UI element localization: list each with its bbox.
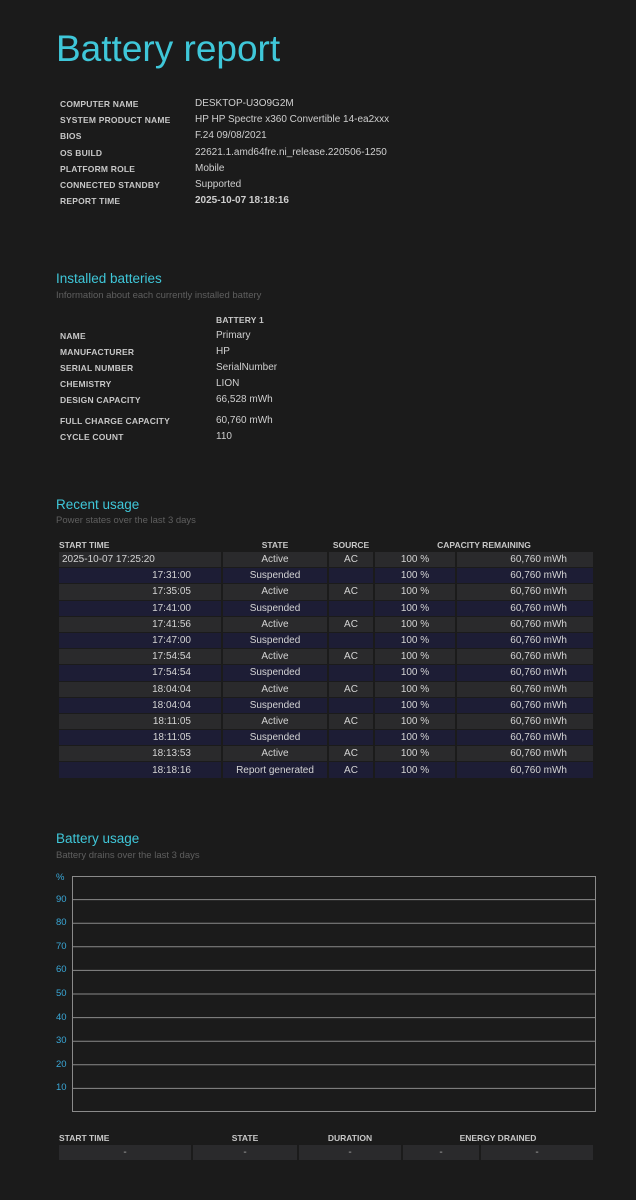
cell-source: AC (329, 682, 373, 698)
cell-cap: 60,760 mWh (457, 714, 593, 730)
system-info-value: 22621.1.amd64fre.ni_release.220506-1250 (195, 146, 387, 158)
cell-cap: 60,760 mWh (457, 568, 593, 584)
cell-pct: 100 % (375, 665, 455, 681)
drain-cell: - (193, 1145, 297, 1160)
cell-source (329, 730, 373, 746)
system-info-label: COMPUTER NAME (60, 99, 139, 109)
cell-state: Active (223, 746, 327, 762)
cell-source: AC (329, 584, 373, 600)
y-tick-label: 20 (56, 1058, 67, 1070)
cell-source: AC (329, 552, 373, 568)
cell-state: Suspended (223, 665, 327, 681)
table-row (59, 665, 593, 681)
cell-cap: 60,760 mWh (457, 617, 593, 633)
cell-pct: 100 % (375, 714, 455, 730)
cell-pct: 100 % (375, 552, 455, 568)
table-row (59, 682, 593, 698)
battery-property-value: HP (216, 346, 230, 357)
cell-pct: 100 % (375, 730, 455, 746)
system-info-label: PLATFORM ROLE (60, 163, 136, 174)
table-row (59, 568, 593, 584)
cell-source (329, 698, 373, 714)
recent-usage-heading: Recent usage (56, 497, 140, 512)
recent-usage-subtitle: Power states over the last 3 days (56, 515, 196, 526)
cell-pct: 100 % (375, 584, 455, 600)
battery-usage-chart (72, 876, 596, 1112)
table-row (59, 714, 593, 730)
col-capacity-remaining: CAPACITY REMAINING (437, 540, 531, 550)
cell-state: Suspended (223, 601, 327, 617)
cell-time: 17:41:00 (59, 601, 221, 617)
col-drain-start-time: START TIME (59, 1133, 110, 1143)
cell-state: Suspended (223, 633, 327, 649)
system-info-value: 2025-10-07 18:18:16 (195, 195, 289, 207)
battery-property-value: 66,528 mWh (216, 394, 273, 405)
cell-source (329, 601, 373, 617)
system-info-value: Mobile (195, 162, 225, 174)
table-row (59, 633, 593, 649)
y-tick-label: 80 (56, 917, 67, 929)
cell-state: Active (223, 682, 327, 698)
system-info-value: Supported (195, 179, 242, 190)
cell-state: Suspended (223, 698, 327, 714)
cell-time: 18:04:04 (59, 682, 221, 698)
cell-pct: 100 % (375, 682, 455, 698)
cell-pct: 100 % (375, 649, 455, 665)
battery-property-label: NAME (60, 331, 86, 341)
y-axis-unit: % (56, 872, 65, 883)
cell-state: Suspended (223, 568, 327, 584)
battery-property-label: FULL CHARGE CAPACITY (60, 416, 170, 426)
battery-property-value: SerialNumber (216, 362, 278, 373)
battery-column-header: BATTERY 1 (216, 315, 264, 325)
cell-state: Active (223, 714, 327, 730)
col-source: SOURCE (332, 540, 370, 550)
table-row (59, 584, 593, 600)
table-row (59, 762, 593, 778)
cell-time: 17:54:54 (59, 665, 221, 681)
cell-state: Active (223, 617, 327, 633)
battery-property-value: 110 (216, 431, 232, 442)
cell-cap: 60,760 mWh (457, 762, 593, 778)
cell-state: Active (223, 584, 327, 600)
cell-pct: 100 % (375, 633, 455, 649)
drain-cell: - (299, 1145, 401, 1160)
cell-pct: 100 % (375, 698, 455, 714)
system-info-value: DESKTOP-U3O9G2M (195, 98, 294, 109)
col-start-time: START TIME (59, 540, 110, 550)
page-title: Battery report (56, 28, 281, 69)
battery-usage-subtitle: Battery drains over the last 3 days (56, 850, 200, 861)
table-row (59, 746, 593, 762)
cell-source (329, 665, 373, 681)
drain-cell: - (481, 1145, 593, 1160)
battery-usage-heading: Battery usage (56, 831, 140, 846)
cell-source (329, 633, 373, 649)
battery-drain-table (57, 1131, 595, 1160)
cell-source: AC (329, 714, 373, 730)
cell-state: Active (223, 649, 327, 665)
cell-cap: 60,760 mWh (457, 746, 593, 762)
drain-cell: - (59, 1145, 191, 1160)
cell-time: 2025-10-07 17:25:20 (59, 552, 221, 568)
battery-property-label: CHEMISTRY (60, 379, 112, 389)
table-row (59, 1145, 593, 1160)
cell-pct: 100 % (375, 568, 455, 584)
y-tick-label: 50 (56, 988, 67, 999)
system-info-label: REPORT TIME (60, 196, 121, 207)
cell-source (329, 568, 373, 584)
cell-cap: 60,760 mWh (457, 552, 593, 568)
battery-property-value: 60,760 mWh (216, 415, 273, 426)
battery-property-label: DESIGN CAPACITY (60, 395, 141, 405)
cell-cap: 60,760 mWh (457, 665, 593, 681)
cell-time: 18:13:53 (59, 746, 221, 762)
y-tick-label: 90 (56, 893, 67, 905)
cell-source: AC (329, 617, 373, 633)
cell-cap: 60,760 mWh (457, 584, 593, 600)
table-row (59, 649, 593, 665)
battery-property-label: CYCLE COUNT (60, 432, 124, 442)
cell-time: 17:41:56 (59, 617, 221, 633)
cell-pct: 100 % (375, 762, 455, 778)
cell-time: 18:04:04 (59, 698, 221, 714)
y-tick-label: 30 (56, 1035, 67, 1047)
table-row (59, 617, 593, 633)
cell-cap: 60,760 mWh (457, 633, 593, 649)
y-tick-label: 70 (56, 940, 67, 952)
cell-time: 18:11:05 (59, 730, 221, 746)
system-info-label: CONNECTED STANDBY (60, 180, 161, 190)
cell-cap: 60,760 mWh (457, 601, 593, 617)
cell-pct: 100 % (375, 617, 455, 633)
y-tick-label: 60 (56, 964, 67, 976)
cell-cap: 60,760 mWh (457, 649, 593, 665)
cell-state: Report generated (223, 762, 327, 778)
col-energy-drained: ENERGY DRAINED (459, 1133, 537, 1143)
cell-source: AC (329, 649, 373, 665)
cell-cap: 60,760 mWh (457, 730, 593, 746)
drain-cell: - (403, 1145, 479, 1160)
cell-source: AC (329, 762, 373, 778)
battery-property-value: Primary (216, 330, 251, 341)
cell-time: 18:11:05 (59, 714, 221, 730)
y-tick-label: 10 (56, 1082, 67, 1094)
battery-property-label: MANUFACTURER (60, 347, 135, 357)
col-drain-state: STATE (231, 1133, 259, 1143)
cell-time: 17:54:54 (59, 649, 221, 665)
table-row (59, 552, 593, 568)
table-row (59, 601, 593, 617)
recent-usage-table (57, 538, 595, 779)
cell-time: 18:18:16 (59, 762, 221, 778)
y-tick-label: 40 (56, 1011, 67, 1023)
system-info-label: OS BUILD (60, 147, 103, 158)
cell-time: 17:47:00 (59, 633, 221, 649)
cell-state: Active (223, 552, 327, 568)
system-info-label: SYSTEM PRODUCT NAME (60, 115, 171, 126)
table-row (59, 698, 593, 714)
cell-time: 17:35:05 (59, 584, 221, 600)
cell-pct: 100 % (375, 601, 455, 617)
col-state: STATE (261, 540, 289, 550)
col-drain-duration: DURATION (327, 1133, 373, 1143)
system-info-label: BIOS (60, 131, 82, 142)
battery-property-value: LION (216, 378, 240, 389)
cell-source: AC (329, 746, 373, 762)
table-row (59, 730, 593, 746)
cell-state: Suspended (223, 730, 327, 746)
cell-cap: 60,760 mWh (457, 698, 593, 714)
system-info-value: F.24 09/08/2021 (195, 130, 267, 142)
installed-batteries-heading: Installed batteries (56, 271, 162, 286)
battery-property-label: SERIAL NUMBER (60, 363, 134, 373)
installed-batteries-subtitle: Information about each currently installed battery (56, 290, 262, 301)
cell-time: 17:31:00 (59, 568, 221, 584)
system-info-value: HP HP Spectre x360 Convertible 14-ea2xxx (195, 114, 390, 126)
cell-pct: 100 % (375, 746, 455, 762)
cell-cap: 60,760 mWh (457, 682, 593, 698)
